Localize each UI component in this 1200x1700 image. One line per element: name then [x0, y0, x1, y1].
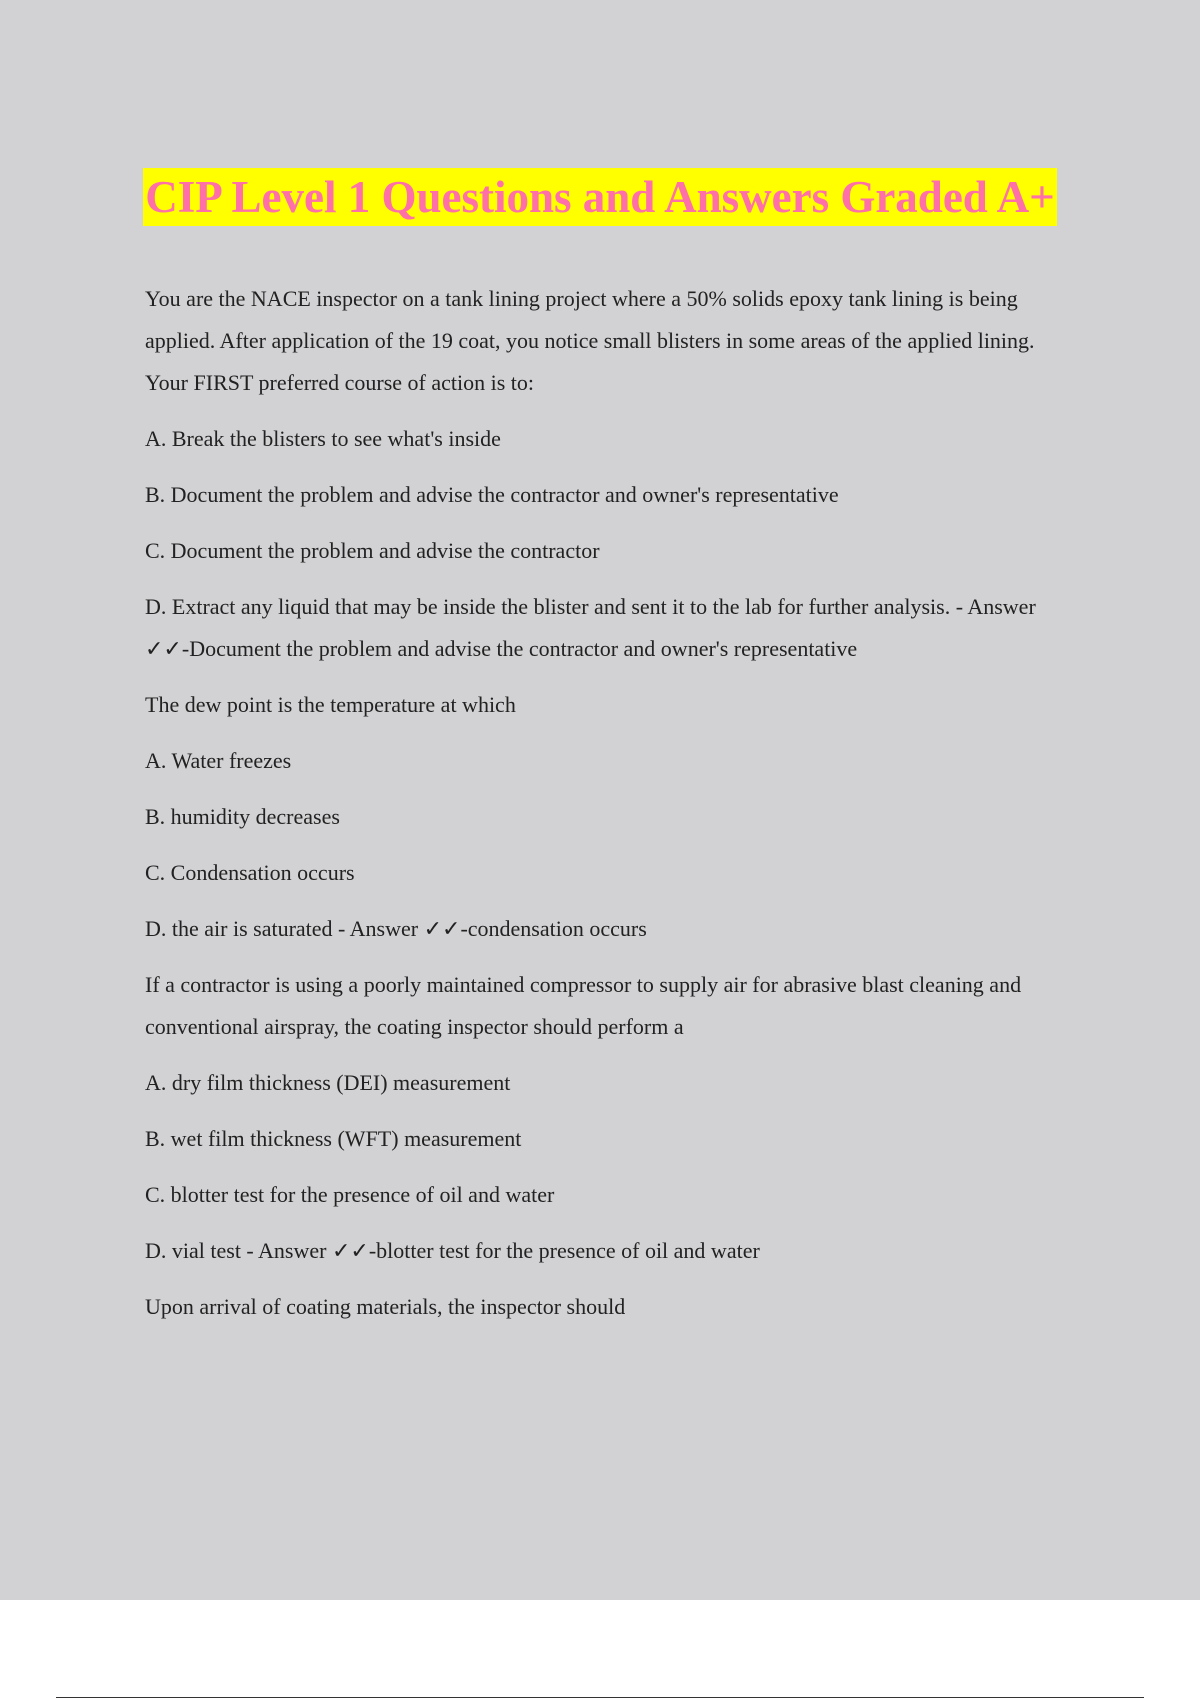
- document-body: [145, 278, 1080, 1328]
- question-2-option-d-answer: D. the air is saturated - Answer ✓✓-condensation occurs: [145, 916, 647, 941]
- question-3-option-a: A. dry film thickness (DEI) measurement: [145, 1070, 511, 1095]
- footer-divider: [56, 1697, 1144, 1698]
- question-2-option-a: A. Water freezes: [145, 748, 292, 773]
- question-2-option-c: C. Condensation occurs: [145, 860, 355, 885]
- question-3-option-c: C. blotter test for the presence of oil and water: [145, 1182, 555, 1207]
- question-1-text: You are the NACE inspector on a tank lining project where a 50% solids epoxy tank lining is being applied. After application of the 19 coat, you notice small blisters in some areas of the applied lining. Your FIRST preferred course of action is to:: [145, 286, 1035, 395]
- question-1-option-d-answer: D. Extract any liquid that may be inside the blister and sent it to the lab for further analysis. - Answer ✓✓-Document the problem and advise the contractor and owner's representative: [145, 594, 1036, 661]
- question-2-option-b: B. humidity decreases: [145, 804, 340, 829]
- question-3-text: If a contractor is using a poorly maintained compressor to supply air for abrasive blast cleaning and conventional airspray, the coating inspector should perform a: [145, 972, 1022, 1039]
- title-container: [0, 168, 1200, 226]
- page-footer: [0, 1600, 1200, 1700]
- question-1-option-c: C. Document the problem and advise the contractor: [145, 538, 600, 563]
- document-title: CIP Level 1 Questions and Answers Graded A+: [143, 168, 1057, 226]
- question-2-text: The dew point is the temperature at which: [145, 692, 516, 717]
- question-1-option-b: B. Document the problem and advise the contractor and owner's representative: [145, 482, 839, 507]
- question-3-option-d-answer: D. vial test - Answer ✓✓-blotter test for the presence of oil and water: [145, 1238, 760, 1263]
- question-1-option-a: A. Break the blisters to see what's inside: [145, 426, 501, 451]
- question-3-option-b: B. wet film thickness (WFT) measurement: [145, 1126, 522, 1151]
- question-4-text: Upon arrival of coating materials, the inspector should: [145, 1294, 626, 1319]
